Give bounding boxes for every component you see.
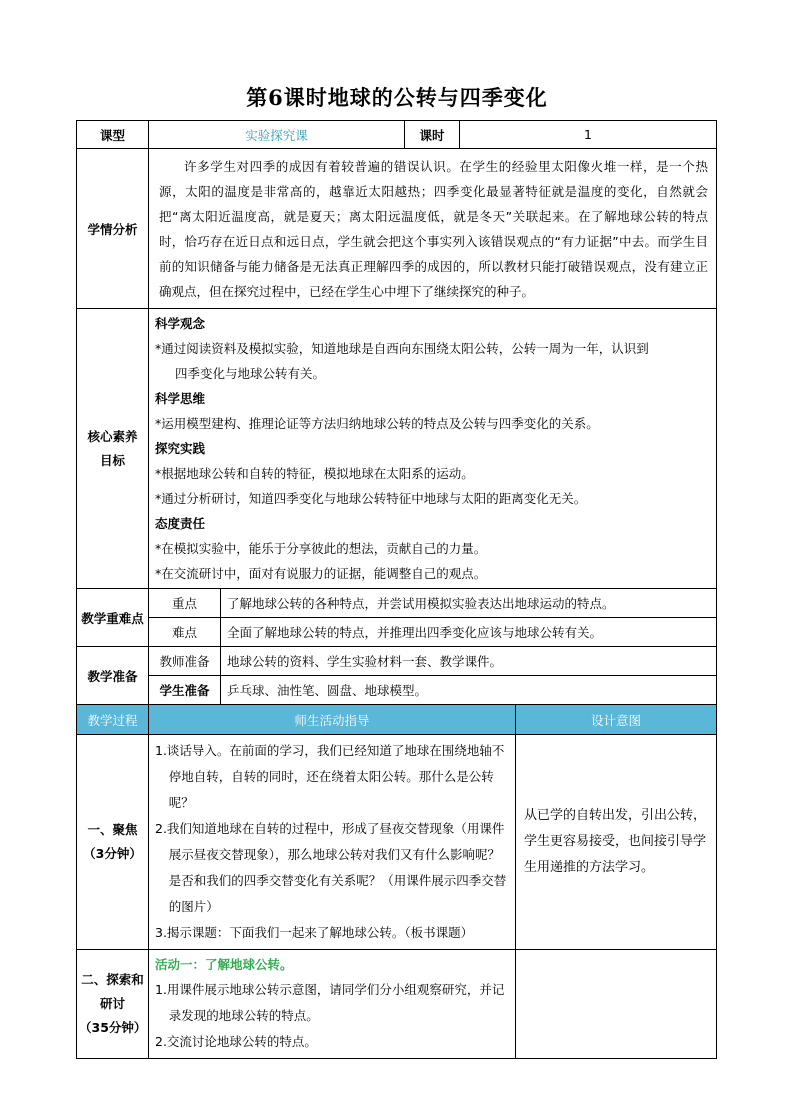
key-text: 了解地球公转的各种特点，并尝试用模拟实验表达出地球运动的特点。 <box>221 589 717 618</box>
goal-item: *通过分析研讨，知道四季变化与地球公转特征中地球与太阳的距离变化无关。 <box>155 491 587 506</box>
key-label: 重点 <box>149 589 221 618</box>
stage-explore-label <box>77 950 149 1059</box>
activity-item: 1.用课件展示地球公转示意图，请同学们分小组观察研究，并记录发现的地球公转的特点。 <box>155 982 505 1023</box>
hours-label: 课时 <box>405 121 460 149</box>
type-label: 课型 <box>77 121 149 149</box>
lesson-plan-table <box>76 120 717 1059</box>
process-header-row <box>77 705 717 735</box>
goal-item: *根据地球公转和自转的特征，模拟地球在太阳系的运动。 <box>155 466 474 481</box>
difficulty-row <box>77 618 717 647</box>
stage-explore-label-line1: 二、探索和 <box>81 972 144 987</box>
activity-item: 2.交流讨论地球公转的特点。 <box>155 1034 317 1049</box>
analysis-row <box>77 149 717 309</box>
stage-focus-label-line2: （3分钟） <box>83 846 142 861</box>
student-prep-text: 乒乓球、油性笔、圆盘、地球模型。 <box>221 676 717 705</box>
stage-explore-activities <box>149 950 516 1059</box>
analysis-text: 许多学生对四季的成因有着较普遍的错误认识。在学生的经验里太阳像火堆一样，是一个热源，太阳的温度是非常高的，越靠近太阳越热；四季变化最显著特征就是温度的变化，自然就会把“离太阳近温度高，就是夏天；离太阳远温度低，就是冬天”关联起来。在了解地球公转的特点时，恰巧存在近日点和远日点，学生就会把这个事实列入该错误观点的“有力证据”中去。而学生目前的知识储备与能力储备是无法真正理解四季的成因的，所以教材只能打破错误观点，没有建立正确观点，但在探究过程中，已经在学生心中埋下了继续探究的种子。 <box>149 149 717 309</box>
student-prep-label: 学生准备 <box>149 676 221 705</box>
page-title: 第6课时地球的公转与四季变化 <box>246 85 548 110</box>
teacher-prep-label: 教师准备 <box>149 647 221 676</box>
prep-label: 教学准备 <box>77 647 149 705</box>
goal-item-continued: 四季变化与地球公转有关。 <box>175 366 326 381</box>
activity-heading: 活动一：了解地球公转。 <box>155 957 293 972</box>
difficulty-label: 难点 <box>149 618 221 647</box>
goal-item: *通过阅读资料及模拟实验，知道地球是自西向东围绕太阳公转，公转一周为一年，认识到 <box>155 341 649 356</box>
goal-heading-concept: 科学观念 <box>155 316 206 331</box>
process-header-stage: 教学过程 <box>77 705 149 735</box>
goal-heading-practice: 探究实践 <box>155 441 206 456</box>
process-header-design: 设计意图 <box>516 705 717 735</box>
activity-item-continued: 是否和我们的四季交替变化有关系呢？（用课件展示四季交替的图片） <box>168 873 507 914</box>
difficulty-text: 全面了解地球公转的特点，并推理出四季变化应该与地球公转有关。 <box>221 618 717 647</box>
teacher-prep-row <box>77 647 717 676</box>
process-stage-explore <box>77 950 717 1059</box>
analysis-label: 学情分析 <box>77 149 149 309</box>
goals-label-line1: 核心素养 <box>87 428 138 444</box>
stage-focus-activities <box>149 735 516 950</box>
goals-row <box>77 309 717 589</box>
activity-item: 2.我们知道地球在自转的过程中，形成了昼夜交替现象（用课件展示昼夜交替现象），那么地球公转对我们又有什么影响呢？ <box>155 821 505 862</box>
student-prep-row <box>77 676 717 705</box>
activity-item: 3.揭示课题：下面我们一起来了解地球公转。（板书课题） <box>155 925 474 940</box>
stage-focus-label <box>77 735 149 950</box>
keypoint-row <box>77 589 717 618</box>
hours-value: 1 <box>460 121 717 149</box>
type-value: 实验探究课 <box>149 121 405 149</box>
goals-content <box>149 309 717 589</box>
info-row <box>77 121 717 149</box>
stage-focus-label-line1: 一、聚焦 <box>87 822 138 837</box>
goals-label <box>77 309 149 589</box>
teacher-prep-text: 地球公转的资料、学生实验材料一套、教学课件。 <box>221 647 717 676</box>
goal-heading-thinking: 科学思维 <box>155 391 206 406</box>
goal-item: *运用模型建构、推理论证等方法归纳地球公转的特点及公转与四季变化的关系。 <box>155 416 599 431</box>
stage-explore-label-line2: 研讨 <box>99 996 125 1011</box>
goals-label-line2: 目标 <box>99 452 125 468</box>
stage-explore-design <box>516 950 717 1059</box>
goal-item: *在模拟实验中，能乐于分享彼此的想法，贡献自己的力量。 <box>155 541 487 556</box>
keypoints-label: 教学重难点 <box>77 589 149 647</box>
stage-explore-label-line3: （35分钟） <box>79 1020 147 1035</box>
process-stage-focus <box>77 735 717 950</box>
activity-item: 1.谈话导入。在前面的学习，我们已经知道了地球在围绕地轴不停地自转，自转的同时，还在绕着太阳公转。那什么是公转呢？ <box>155 743 505 810</box>
process-header-activity: 师生活动指导 <box>149 705 516 735</box>
goal-heading-attitude: 态度责任 <box>155 516 206 531</box>
stage-focus-design: 从已学的自转出发，引出公转，学生更容易接受，也间接引导学生用递推的方法学习。 <box>516 735 717 950</box>
goal-item: *在交流研讨中，面对有说服力的证据，能调整自己的观点。 <box>155 566 487 581</box>
